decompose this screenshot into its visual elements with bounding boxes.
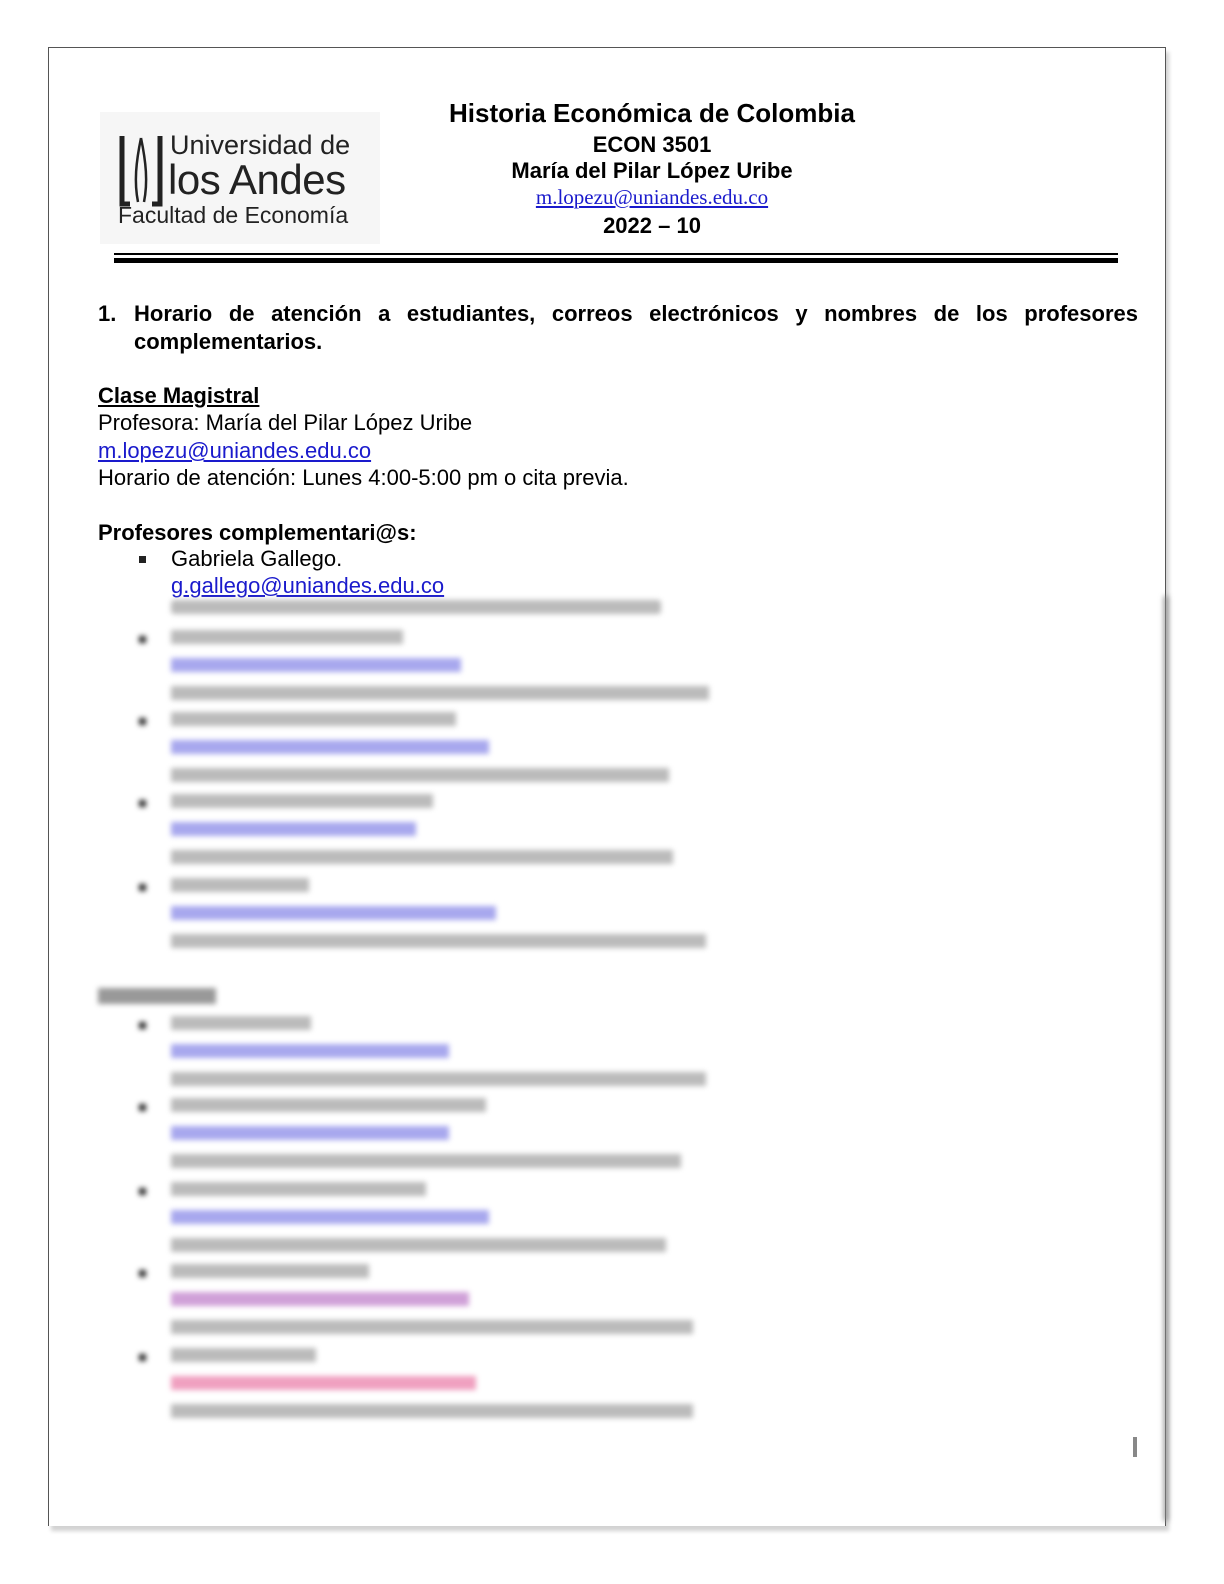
blurred-line bbox=[171, 1320, 693, 1334]
logo-line-3: Facultad de Economía bbox=[118, 202, 349, 228]
logo-line-2: los Andes bbox=[168, 156, 346, 203]
bullet-icon bbox=[139, 1354, 146, 1361]
blurred-link bbox=[171, 1376, 476, 1390]
blurred-link bbox=[171, 822, 416, 836]
blurred-link bbox=[171, 906, 496, 920]
blurred-link bbox=[171, 658, 461, 672]
bullet-icon bbox=[139, 1270, 146, 1277]
complementario-email-link[interactable]: g.gallego@uniandes.edu.co bbox=[171, 573, 445, 598]
complementarios-title: Profesores complementari@s: bbox=[98, 520, 417, 545]
section-number: 1. bbox=[98, 301, 117, 326]
bullet-icon bbox=[139, 718, 146, 725]
clase-hours: Horario de atención: Lunes 4:00-5:00 pm o cita previa. bbox=[98, 465, 629, 490]
blurred-line bbox=[171, 712, 456, 726]
blurred-line bbox=[171, 630, 403, 644]
header-divider bbox=[114, 253, 1118, 255]
blurred-line bbox=[171, 1016, 311, 1030]
bullet-icon bbox=[139, 1022, 146, 1029]
page-marker bbox=[1133, 1437, 1137, 1457]
blurred-line bbox=[171, 1182, 426, 1196]
blurred-line bbox=[171, 934, 706, 948]
blurred-heading bbox=[98, 988, 216, 1004]
bullet-icon bbox=[139, 1188, 146, 1195]
course-term: 2022 – 10 bbox=[603, 213, 701, 238]
blurred-line bbox=[171, 1264, 369, 1278]
blurred-link bbox=[171, 1044, 449, 1058]
blurred-line bbox=[171, 600, 661, 614]
logo-line-1: Universidad de bbox=[170, 130, 351, 160]
blurred-line bbox=[171, 1404, 693, 1418]
header-email-link[interactable]: m.lopezu@uniandes.edu.co bbox=[535, 185, 769, 209]
logo-emblem-icon bbox=[116, 132, 166, 208]
blurred-link bbox=[171, 1210, 489, 1224]
bullet-icon bbox=[139, 884, 146, 891]
blurred-link bbox=[171, 1126, 449, 1140]
course-title: Historia Económica de Colombia bbox=[449, 98, 855, 128]
blurred-link bbox=[171, 740, 489, 754]
clase-email-link[interactable]: m.lopezu@uniandes.edu.co bbox=[98, 438, 372, 463]
blurred-line bbox=[171, 1154, 681, 1168]
complementario-name: Gabriela Gallego. bbox=[171, 546, 343, 571]
blurred-line bbox=[171, 1238, 666, 1252]
header-divider-thick bbox=[114, 258, 1118, 263]
blurred-link bbox=[171, 1292, 469, 1306]
blurred-line bbox=[171, 1348, 316, 1362]
blurred-line bbox=[171, 1098, 486, 1112]
university-logo bbox=[100, 112, 380, 244]
blurred-line bbox=[171, 850, 673, 864]
bullet-icon bbox=[139, 800, 146, 807]
blurred-preview-region bbox=[0, 596, 1224, 1584]
bullet-icon bbox=[139, 636, 146, 643]
bullet-icon bbox=[139, 1104, 146, 1111]
bullet-icon bbox=[139, 556, 146, 563]
section-1-heading bbox=[98, 300, 1138, 356]
course-code: ECON 3501 bbox=[592, 132, 712, 157]
blurred-line bbox=[171, 1072, 706, 1086]
blurred-line bbox=[171, 878, 309, 892]
blurred-line bbox=[171, 768, 669, 782]
page-border-right bbox=[1164, 596, 1168, 1521]
clase-professor: Profesora: María del Pilar López Uribe bbox=[98, 410, 473, 435]
clase-magistral-title: Clase Magistral bbox=[98, 383, 260, 408]
blurred-line bbox=[171, 686, 709, 700]
course-professor: María del Pilar López Uribe bbox=[511, 158, 793, 183]
section-heading-text: Horario de atención a estudiantes, correos electrónicos y nombres de los profesores complementarios. bbox=[134, 301, 1138, 354]
blurred-line bbox=[171, 794, 433, 808]
